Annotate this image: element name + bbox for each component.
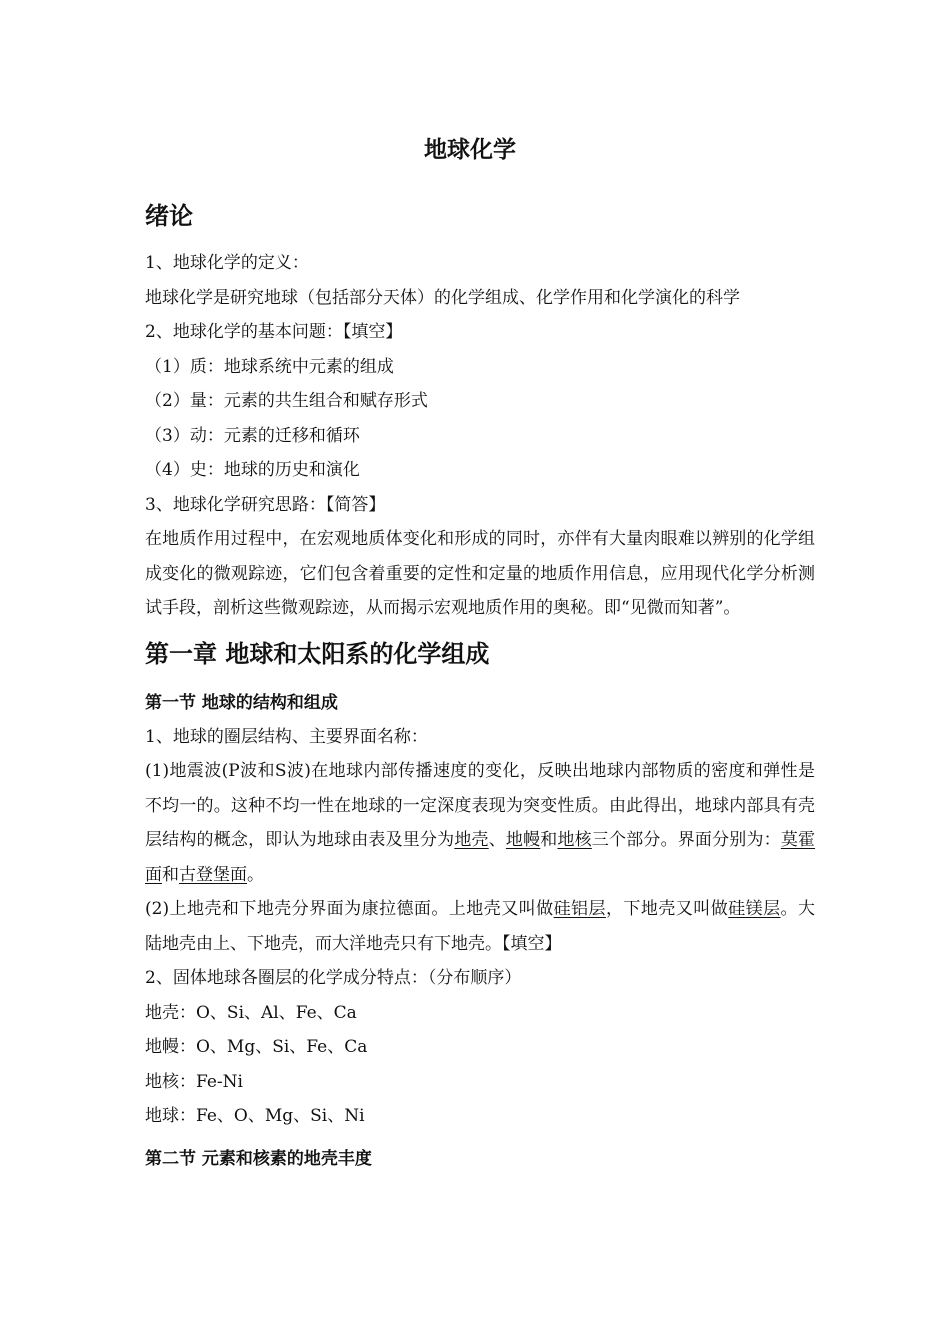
layer-mantle: 地幔：O、Mg、Si、Fe、Ca xyxy=(145,1037,368,1057)
intro-item-4: （4）史：地球的历史和演化 xyxy=(145,460,360,480)
term-moho: 莫霍面 xyxy=(145,830,816,885)
p1-text-a: (1)地震波(P波和S波)在地球内部传播速度的变化，反映出地球内部物质的密度和弹性是不均一的。这种不均一性在地球的一定深度表现为突变性质。由此得出，地球内部具有壳层结构的概念，即认为地球由表及里分为 xyxy=(145,761,815,850)
intro-answer-3: 在地质作用过程中，在宏观地质体变化和形成的同时，亦伴有大量肉眼难以辨别的化学组成变化的微观踪迹，它们包含着重要的定性和定量的地质作用信息，应用现代化学分析测试手段，剖析这些微观踪迹，从而揭示宏观地质作用的奥秘。即“见微而知著”。 xyxy=(145,529,815,618)
term-gutenberg: 古登堡面 xyxy=(179,864,247,885)
p2-text-b: ，下地壳又叫做 xyxy=(605,899,729,919)
section-1-question-1: 1、地球的圈层结构、主要界面名称： xyxy=(145,726,428,747)
section-1-question-2: 2、固体地球各圈层的化学成分特点：（分布顺序） xyxy=(145,968,522,988)
term-sima: 硅镁层 xyxy=(728,899,781,919)
p1-and-1: 和 xyxy=(540,830,558,850)
intro-item-1: （1）质：地球系统中元素的组成 xyxy=(145,356,394,377)
term-core: 地核 xyxy=(557,830,592,850)
layer-earth: 地球：Fe、O、Mg、Si、Ni xyxy=(145,1106,365,1126)
section-2-heading: 第二节 元素和核素的地壳丰度 xyxy=(145,1148,372,1169)
section-1-heading: 第一节 地球的结构和组成 xyxy=(145,692,338,713)
layer-core: 地核：Fe-Ni xyxy=(145,1071,243,1092)
p1-and-2: 和 xyxy=(162,864,179,885)
intro-question-2: 2、地球化学的基本问题：【填空】 xyxy=(145,322,403,342)
chapter-1-heading: 第一章 地球和太阳系的化学组成 xyxy=(145,639,490,668)
section-1-paragraph-1 xyxy=(145,754,815,892)
intro-question-1: 1、地球化学的定义： xyxy=(145,253,309,273)
document-title: 地球化学 xyxy=(424,137,516,163)
p2-text-a: (2)上地壳和下地壳分界面为康拉德面。上地壳又叫做 xyxy=(145,899,554,919)
intro-item-2: （2）量：元素的共生组合和赋存形式 xyxy=(145,391,428,411)
intro-item-3: （3）动：元素的迁移和循环 xyxy=(145,425,360,446)
p1-end: 。 xyxy=(247,864,264,885)
intro-question-3: 3、地球化学研究思路：【简答】 xyxy=(145,494,386,515)
section-1-paragraph-2 xyxy=(145,892,815,961)
p1-sep: 、 xyxy=(488,830,506,850)
layer-crust: 地壳：O、Si、Al、Fe、Ca xyxy=(145,1002,357,1023)
term-sial: 硅铝层 xyxy=(553,899,606,919)
intro-answer-1: 地球化学是研究地球（包括部分天体）的化学组成、化学作用和化学演化的科学 xyxy=(145,287,740,308)
term-mantle: 地幔 xyxy=(505,830,541,850)
intro-heading: 绪论 xyxy=(145,202,193,230)
p2-text-c: 。大陆地壳由上、下地壳，而大洋地壳只有下地壳。【填空】 xyxy=(145,899,816,954)
p1-text-b: 三个部分。界面分别为： xyxy=(591,830,781,850)
term-crust: 地壳 xyxy=(454,830,489,850)
document-body xyxy=(145,130,815,1176)
